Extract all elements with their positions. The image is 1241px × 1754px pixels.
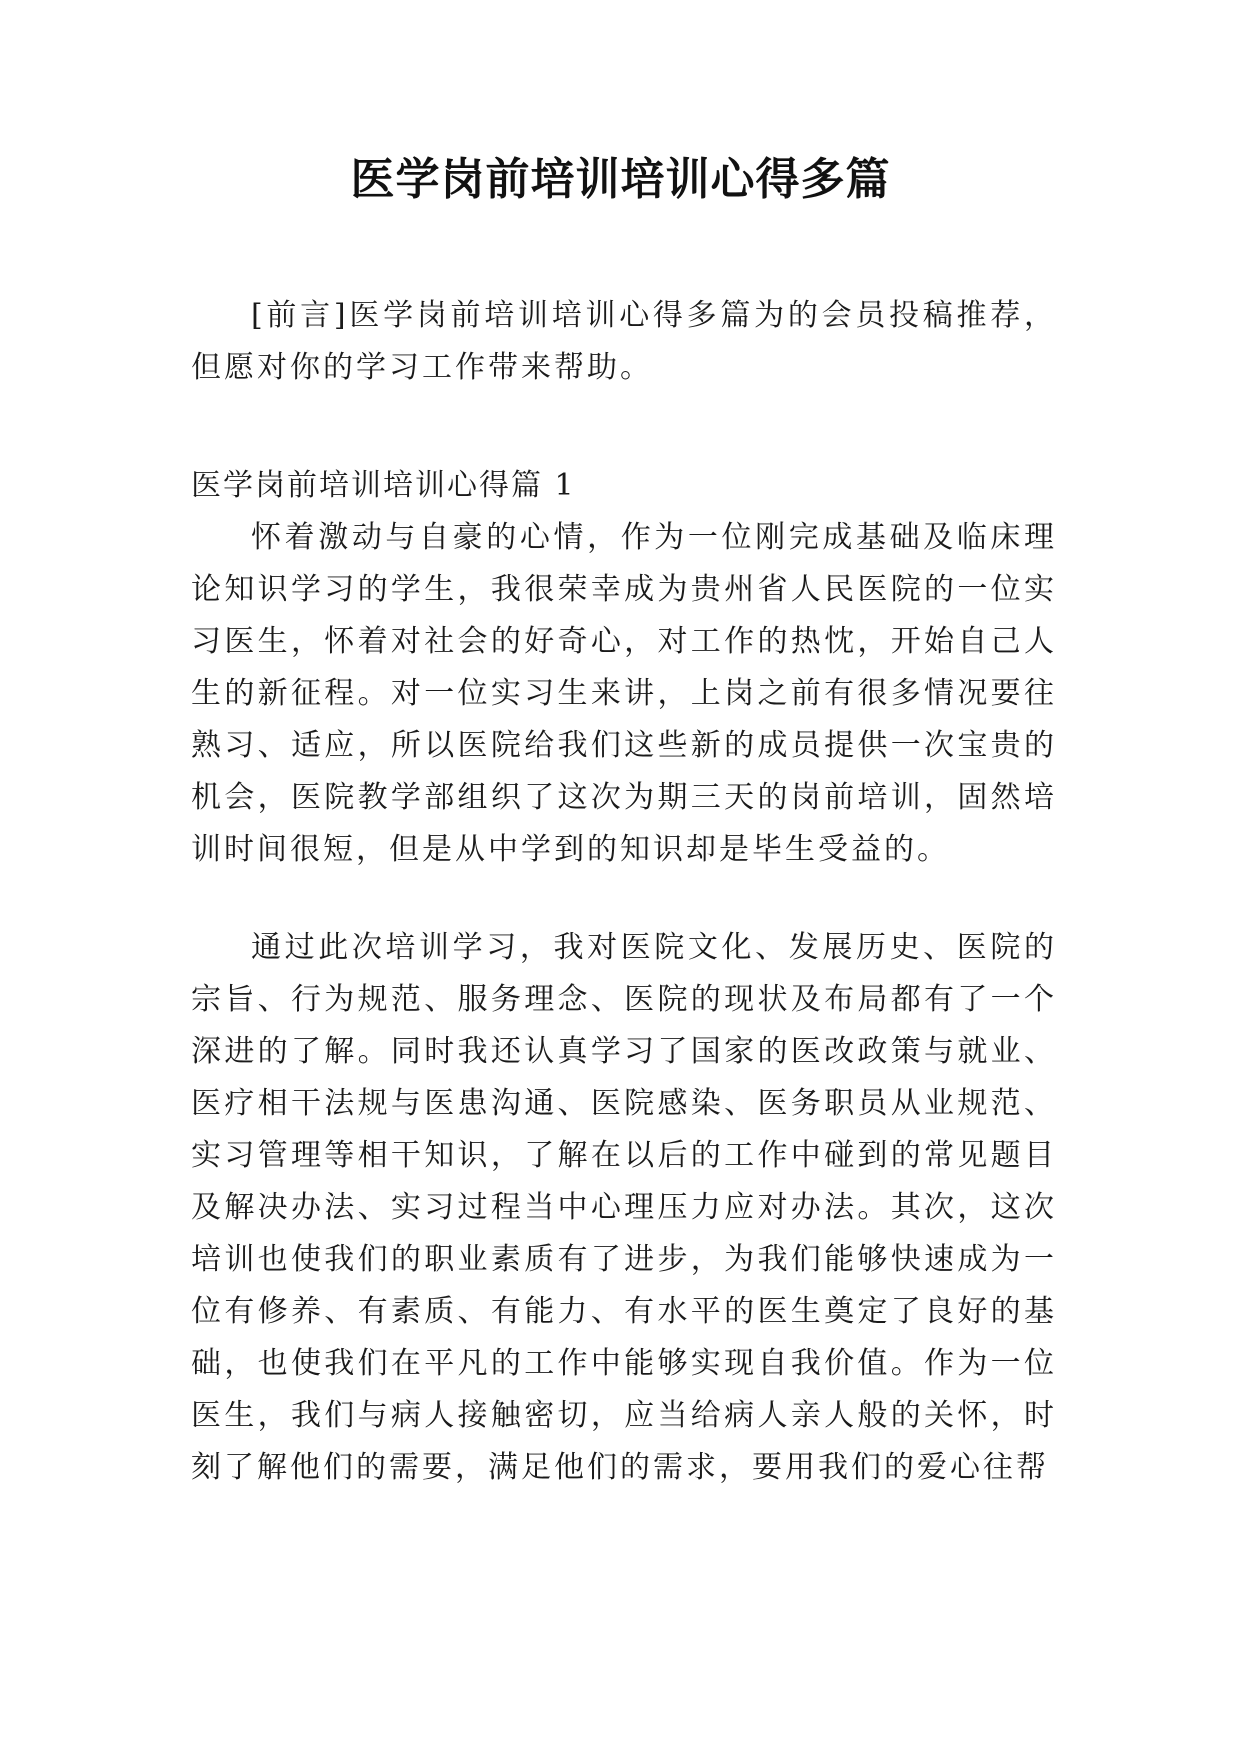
intro-paragraph: [前言]医学岗前培训培训心得多篇为的会员投稿推荐，但愿对你的学习工作带来帮助。 (191, 298, 1057, 385)
section-heading: 医学岗前培训培训心得篇 1 (191, 468, 576, 503)
body-paragraph-1: 怀着激动与自豪的心情，作为一位刚完成基础及临床理论知识学习的学生，我很荣幸成为贵州省人民医院的一位实习医生，怀着对社会的好奇心，对工作的热忱，开始自己人生的新征程。对一位实习生来讲，上岗之前有很多情况要往熟习、适应，所以医院给我们这些新的成员提供一次宝贵的机会，医院教学部组织了这次为期三天的岗前培训，固然培训时间很短，但是从中学到的知识却是毕生受益的。 (191, 520, 1057, 867)
body-paragraph-2: 通过此次培训学习，我对医院文化、发展历史、医院的宗旨、行为规范、服务理念、医院的现状及布局都有了一个深进的了解。同时我还认真学习了国家的医改政策与就业、医疗相干法规与医患沟通、医院感染、医务职员从业规范、实习管理等相干知识，了解在以后的工作中碰到的常见题目及解决办法、实习过程当中心理压力应对办法。其次，这次培训也使我们的职业素质有了进步，为我们能够快速成为一位有修养、有素质、有能力、有水平的医生奠定了良好的基础，也使我们在平凡的工作中能够实现自我价值。作为一位医生，我们与病人接触密切，应当给病人亲人般的关怀，时刻了解他们的需要，满足他们的需求，要用我们的爱心往帮 (191, 930, 1057, 1485)
section-1 (191, 460, 1057, 1494)
document-body (191, 290, 1057, 1494)
document-title: 医学岗前培训培训心得多篇 (350, 154, 891, 205)
